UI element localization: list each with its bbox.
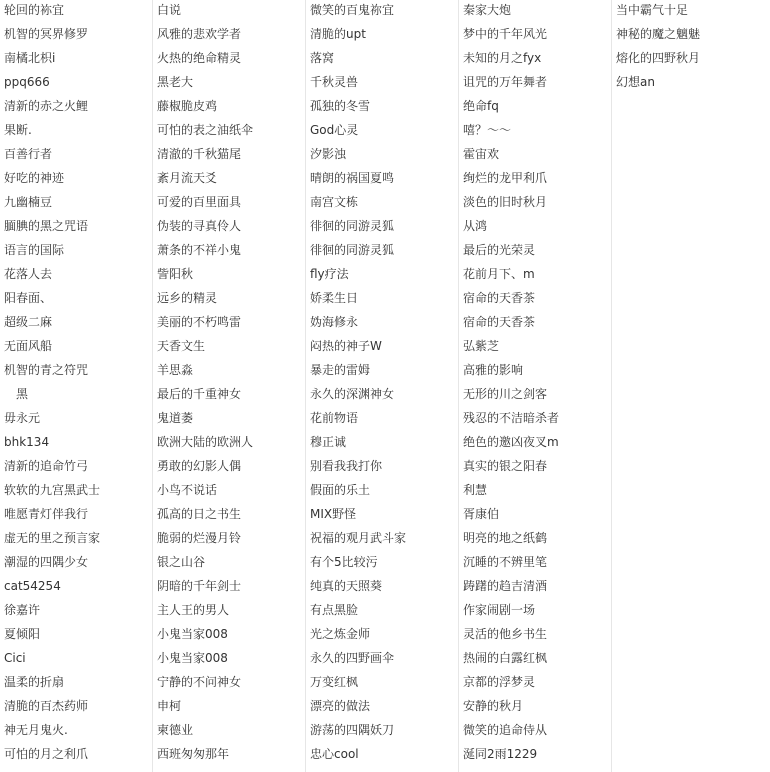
list-item[interactable]: 神秘的魔之魑魅 — [616, 27, 701, 41]
list-item[interactable]: 脆弱的烂漫月铃 — [157, 531, 242, 545]
list-item[interactable]: 宿命的天香茶 — [463, 291, 536, 305]
list-item[interactable]: 无形的川之剑客 — [463, 387, 548, 401]
list-item[interactable]: 温柔的折扇 — [4, 675, 65, 689]
list-item[interactable]: 千秋灵兽 — [310, 75, 359, 89]
list-item[interactable]: 孤独的冬雪 — [310, 99, 371, 113]
list-item[interactable]: 光之炼金师 — [310, 627, 371, 641]
name-column-3 — [306, 0, 459, 772]
list-item[interactable]: 弘紫芝 — [463, 339, 500, 353]
list-item[interactable]: 万变红枫 — [310, 675, 359, 689]
list-item[interactable]: 穆正诚 — [310, 435, 347, 449]
list-item[interactable]: 白说 — [157, 3, 182, 17]
list-item[interactable]: 腼腆的黑之咒语 — [4, 219, 89, 233]
list-item[interactable]: 藤椒脆皮鸡 — [157, 99, 218, 113]
list-item[interactable]: bhk134 — [4, 435, 50, 449]
list-item[interactable]: 九幽楠豆 — [4, 195, 53, 209]
list-item[interactable]: cat54254 — [4, 579, 61, 593]
list-item[interactable]: 绝色的邀凶夜叉m — [463, 435, 559, 449]
list-item[interactable]: 毋永元 — [4, 411, 41, 425]
list-item[interactable]: 胥康伯 — [463, 507, 500, 521]
list-item[interactable]: 好吃的神迹 — [4, 171, 65, 185]
list-item[interactable]: 小鬼当家008 — [157, 627, 228, 641]
list-item[interactable]: 西班匆匆那年 — [157, 747, 230, 761]
list-item[interactable]: 作家闹剧一场 — [463, 603, 536, 617]
list-item[interactable]: MIX野怪 — [310, 507, 357, 521]
name-column-1 — [0, 0, 153, 772]
list-item[interactable]: 黑 — [16, 387, 29, 401]
list-item[interactable]: 可爱的百里面具 — [157, 195, 242, 209]
list-item[interactable]: 超级二麻 — [4, 315, 53, 329]
list-item[interactable]: 高雅的影响 — [463, 363, 524, 377]
list-item[interactable]: 秦家大炮 — [463, 3, 512, 17]
list-item[interactable]: 淡色的旧时秋月 — [463, 195, 548, 209]
list-item[interactable]: 纯真的天照葵 — [310, 579, 383, 593]
list-item[interactable]: 主人王的男人 — [157, 603, 230, 617]
list-item[interactable]: 鬼道萎 — [157, 411, 194, 425]
list-item[interactable]: 申柯 — [157, 699, 182, 713]
list-item[interactable]: 萧条的不祥小鬼 — [157, 243, 242, 257]
list-item[interactable]: 诅咒的万年舞者 — [463, 75, 548, 89]
list-item[interactable]: 热闹的白露红枫 — [463, 651, 548, 665]
list-item[interactable]: 徘徊的同游灵狐 — [310, 243, 395, 257]
list-item[interactable]: 最后的千重神女 — [157, 387, 242, 401]
list-item[interactable]: 轮回的袮宜 — [4, 3, 65, 17]
list-item[interactable]: 未知的月之fyx — [463, 51, 542, 65]
list-item[interactable]: 熔化的四野秋月 — [616, 51, 701, 65]
list-item[interactable]: 京都的浮梦灵 — [463, 675, 536, 689]
list-item[interactable]: 清脆的upt — [310, 27, 366, 41]
list-item[interactable]: ppq666 — [4, 75, 50, 89]
list-item[interactable]: 机智的青之符咒 — [4, 363, 89, 377]
list-item[interactable]: 妫海修永 — [310, 315, 359, 329]
list-item[interactable]: fly疗法 — [310, 267, 349, 281]
list-item[interactable]: 嘻？～～ — [463, 123, 512, 137]
list-item[interactable]: 游荡的四隅妖刀 — [310, 723, 395, 737]
name-column-5 — [612, 0, 770, 772]
list-item[interactable]: 伪装的寻真伶人 — [157, 219, 242, 233]
list-item[interactable]: 汐影浊 — [310, 147, 347, 161]
list-item[interactable]: 微笑的追命侍从 — [463, 723, 548, 737]
list-item[interactable]: 微笑的百鬼祢宜 — [310, 3, 395, 17]
list-item[interactable]: 霍宙欢 — [463, 147, 500, 161]
list-item[interactable]: 羊思淼 — [157, 363, 194, 377]
name-column-4 — [459, 0, 612, 772]
list-item[interactable]: 清新的追命竹弓 — [4, 459, 89, 473]
list-item[interactable]: 有点黑脸 — [310, 603, 359, 617]
list-item[interactable]: 永久的四野画伞 — [310, 651, 395, 665]
list-item[interactable]: 阴暗的千年剑士 — [157, 579, 242, 593]
list-item[interactable]: 踌躇的趋吉清酒 — [463, 579, 548, 593]
list-item[interactable]: 灵活的他乡书生 — [463, 627, 548, 641]
list-item[interactable]: 沉睡的不辨里笔 — [463, 555, 548, 569]
list-item[interactable]: 可怕的表之油纸伞 — [157, 123, 254, 137]
list-item[interactable]: 当中霸气十足 — [616, 3, 689, 17]
list-item[interactable]: 果断. — [4, 123, 32, 137]
list-item[interactable]: 清新的赤之火鲤 — [4, 99, 89, 113]
list-item[interactable]: 漂亮的做法 — [310, 699, 371, 713]
list-item[interactable]: God心灵 — [310, 123, 359, 137]
list-item[interactable]: 暴走的雷姆 — [310, 363, 371, 377]
list-item[interactable]: 安静的秋月 — [463, 699, 524, 713]
list-item[interactable]: 幻想an — [616, 75, 655, 89]
list-item[interactable]: 可怕的月之利爪 — [4, 747, 89, 761]
list-item[interactable]: 花落人去 — [4, 267, 53, 281]
list-item[interactable]: 夏倾阳 — [4, 627, 41, 641]
list-item[interactable]: 阳春面、 — [4, 291, 53, 305]
list-item[interactable]: 语言的国际 — [4, 243, 65, 257]
list-item[interactable]: 明亮的地之纸鹤 — [463, 531, 548, 545]
list-item[interactable]: 勇敢的幻影人偶 — [157, 459, 242, 473]
list-item[interactable]: 无面风船 — [4, 339, 53, 353]
list-item[interactable]: 忠心cool — [310, 747, 359, 761]
list-item[interactable]: 黑老大 — [157, 75, 194, 89]
name-column-2 — [153, 0, 306, 772]
list-item[interactable]: 徐嘉许 — [4, 603, 41, 617]
list-item[interactable]: 小鸟不说话 — [157, 483, 218, 497]
list-item[interactable]: 软软的九宫黑武士 — [4, 483, 101, 497]
list-item[interactable]: 最后的光荣灵 — [463, 243, 536, 257]
list-item[interactable]: 祝福的观月武斗家 — [310, 531, 407, 545]
list-item[interactable]: 神无月鬼火. — [4, 723, 68, 737]
list-item[interactable]: 梦中的千年风光 — [463, 27, 548, 41]
list-item[interactable]: 小鬼当家008 — [157, 651, 228, 665]
list-item[interactable]: 晴朗的祸国夏鸣 — [310, 171, 395, 185]
list-item[interactable]: 美丽的不朽鸣雷 — [157, 315, 242, 329]
list-item[interactable]: 娇柔生日 — [310, 291, 359, 305]
list-item[interactable]: 潮湿的四隅少女 — [4, 555, 89, 569]
list-item[interactable]: 涎同2雨1229 — [463, 747, 538, 761]
list-item[interactable]: 紊月流天爻 — [157, 171, 218, 185]
list-item[interactable]: 从鸿 — [463, 219, 488, 233]
list-item[interactable]: 南橘北枳i — [4, 51, 56, 65]
list-item[interactable]: 风雅的悲欢学者 — [157, 27, 242, 41]
list-item[interactable]: 利慧 — [463, 483, 488, 497]
list-item[interactable]: 花前月下、m — [463, 267, 535, 281]
list-item[interactable]: 南宫文栋 — [310, 195, 359, 209]
list-item[interactable]: 孤高的日之书生 — [157, 507, 242, 521]
list-item[interactable]: 有个5比较污 — [310, 555, 378, 569]
list-item[interactable]: 唯愿青灯伴我行 — [4, 507, 89, 521]
list-item[interactable]: 清脆的百杰药师 — [4, 699, 89, 713]
list-item[interactable]: Cici — [4, 651, 26, 665]
list-item[interactable]: 假面的乐土 — [310, 483, 371, 497]
list-item[interactable]: 徘徊的同游灵狐 — [310, 219, 395, 233]
list-item[interactable]: 花前物语 — [310, 411, 359, 425]
list-item[interactable]: 绚烂的龙甲利爪 — [463, 171, 548, 185]
list-item[interactable]: 闷热的神子W — [310, 339, 382, 353]
list-item[interactable]: 柬德业 — [157, 723, 194, 737]
list-item[interactable]: 訾阳秋 — [157, 267, 194, 281]
list-item[interactable]: 绝命fq — [463, 99, 499, 113]
list-item[interactable]: 百善行者 — [4, 147, 53, 161]
list-item[interactable]: 虚无的里之预言家 — [4, 531, 101, 545]
list-item[interactable]: 远乡的精灵 — [157, 291, 218, 305]
list-item[interactable]: 永久的深渊神女 — [310, 387, 395, 401]
list-item[interactable]: 宿命的天香茶 — [463, 315, 536, 329]
list-item[interactable]: 银之山谷 — [157, 555, 206, 569]
list-item[interactable]: 别看我我打你 — [310, 459, 383, 473]
list-item[interactable]: 机智的冥界修罗 — [4, 27, 89, 41]
list-item[interactable]: 火热的绝命精灵 — [157, 51, 242, 65]
list-item[interactable]: 天香文生 — [157, 339, 206, 353]
list-item[interactable]: 落窝 — [310, 51, 335, 65]
list-item[interactable]: 残忍的不洁暗杀者 — [463, 411, 560, 425]
list-item[interactable]: 真实的银之阳春 — [463, 459, 548, 473]
list-item[interactable]: 欧洲大陆的欧洲人 — [157, 435, 254, 449]
list-item[interactable]: 宁静的不问神女 — [157, 675, 242, 689]
list-item[interactable]: 清澈的千秋猫尾 — [157, 147, 242, 161]
